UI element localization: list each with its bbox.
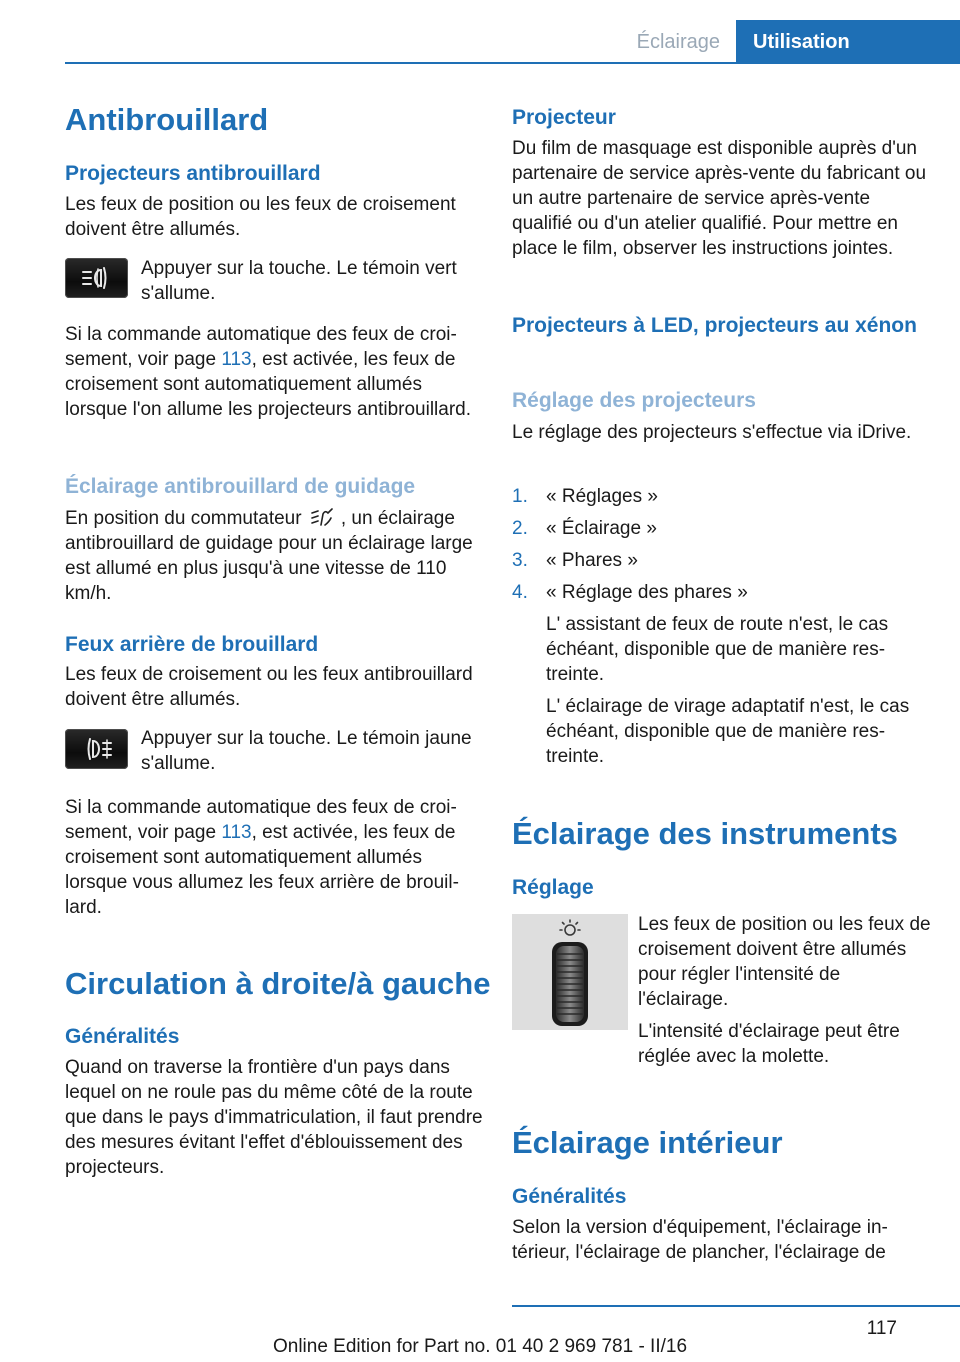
footer-edition: Online Edition for Part no. 01 40 2 969 781 - II/16 <box>272 1336 688 1357</box>
header-rule <box>65 62 960 64</box>
page-link[interactable]: 113 <box>221 822 252 843</box>
step-number: 4. <box>512 582 528 603</box>
heading-projecteurs-led: Projecteurs à LED, projecteurs au xénon <box>512 314 917 337</box>
list-item <box>512 484 932 509</box>
paragraph: Appuyer sur la touche. Le témoin vert s'allume. <box>141 258 457 304</box>
footer-rule <box>512 1305 960 1307</box>
paragraph: Les feux de position ou les feux de croisement doivent être allumés pour régler l'intensité de l'éclairage. <box>638 914 931 1010</box>
front-fog-light-button-image <box>65 258 128 298</box>
heading-generalites: Généralités <box>512 1185 627 1208</box>
paragraph: L'intensité d'éclairage peut être réglée avec la molette. <box>638 1021 900 1067</box>
page-link[interactable]: 113 <box>221 349 252 370</box>
step-note: L' éclairage de virage adaptatif n'est, le cas échéant, disponible que de manière restreinte. <box>546 696 910 767</box>
list-item <box>512 516 932 541</box>
steps-list <box>512 484 932 776</box>
step-number: 3. <box>512 550 528 571</box>
menu-path: « Réglages » <box>546 486 658 507</box>
running-header-chapter: Utilisation <box>736 20 960 64</box>
heading-eclairage-guidage: Éclairage antibrouillard de guidage <box>65 475 416 498</box>
heading-circulation: Circulation à droite/à gauche <box>65 966 491 1001</box>
menu-path: « Phares » <box>546 550 638 571</box>
paragraph <box>65 506 483 606</box>
rear-fog-light-button-image <box>65 729 128 769</box>
paragraph: Appuyer sur la touche. Le témoin jaune s'allume. <box>141 728 472 774</box>
paragraph: Les feux de position ou les feux de croisement doivent être allumés. <box>65 194 456 240</box>
text-run: , un éclairage antibrouillard de guidage pour un éclairage large est allumé en plus jusqu'à une vitesse de 110 km/h. <box>65 508 473 604</box>
heading-antibrouillard: Antibrouillard <box>65 102 269 137</box>
paragraph: Du film de masquage est disponible auprès d'un partenaire de service après-vente du fabricant ou un autre partenaire de service après-vente qualifié ou d'un atelier qualifié. Pour mettre en place le film, observer les instructions jointes. <box>512 138 927 259</box>
running-header-section: Éclairage <box>636 31 720 53</box>
menu-path: « Éclairage » <box>546 518 657 539</box>
paragraph: Quand on traverse la frontière d'un pays dans lequel on ne roule pas du même côté de la route que dans le pays d'immatriculation, il faut prendre des mesures évitant l'effet d'éblouissement des projecteurs. <box>65 1057 483 1178</box>
rear-fog-light-icon <box>81 738 113 760</box>
text-run: En position du commutateur <box>65 508 307 529</box>
paragraph <box>65 795 483 920</box>
paragraph: Selon la version d'équipement, l'éclairage intérieur, l'éclairage de plancher, l'éclairage de <box>512 1217 888 1263</box>
heading-feux-arriere: Feux arrière de brouillard <box>65 633 319 656</box>
paragraph: Les feux de croisement ou les feux antibrouillard doivent être allumés. <box>65 664 473 710</box>
paragraph: Le réglage des projecteurs s'effectue via iDrive. <box>512 422 912 443</box>
heading-projecteurs-antibrouillard: Projecteurs antibrouillard <box>65 162 321 185</box>
text-run: , est activée, les feux de croisement sont automatiquement allumés lorsque vous allumez les feux arrière de brouillard. <box>65 822 459 918</box>
heading-projecteur: Projecteur <box>512 106 616 129</box>
instrument-dimmer-image <box>512 914 628 1030</box>
list-item <box>512 548 932 573</box>
heading-eclairage-instruments: Éclairage des instruments <box>512 816 898 851</box>
front-fog-light-icon <box>81 267 113 289</box>
step-number: 2. <box>512 518 528 539</box>
instrument-dimmer-icon <box>512 914 628 1030</box>
paragraph <box>65 322 483 422</box>
heading-reglage: Réglage <box>512 876 594 899</box>
text-run: Si la commande automatique des feux de croisement, voir page <box>65 324 457 370</box>
heading-reglage-projecteurs: Réglage des projecteurs <box>512 389 756 412</box>
fog-guidance-switch-icon <box>311 506 337 528</box>
menu-path: « Réglage des phares » <box>546 582 748 603</box>
step-note: L' assistant de feux de route n'est, le cas échéant, disponible que de manière restreinte. <box>546 614 889 685</box>
page-number: 117 <box>866 1318 897 1339</box>
text-run: , est activée, les feux de croisement sont automatiquement allumés lorsque l'on allume les projecteurs antibrouillard. <box>65 349 472 420</box>
list-item <box>512 580 932 769</box>
step-number: 1. <box>512 486 528 507</box>
heading-generalites: Généralités <box>65 1025 180 1048</box>
text-run: Si la commande automatique des feux de croisement, voir page <box>65 797 457 843</box>
heading-eclairage-interieur: Éclairage intérieur <box>512 1125 783 1160</box>
